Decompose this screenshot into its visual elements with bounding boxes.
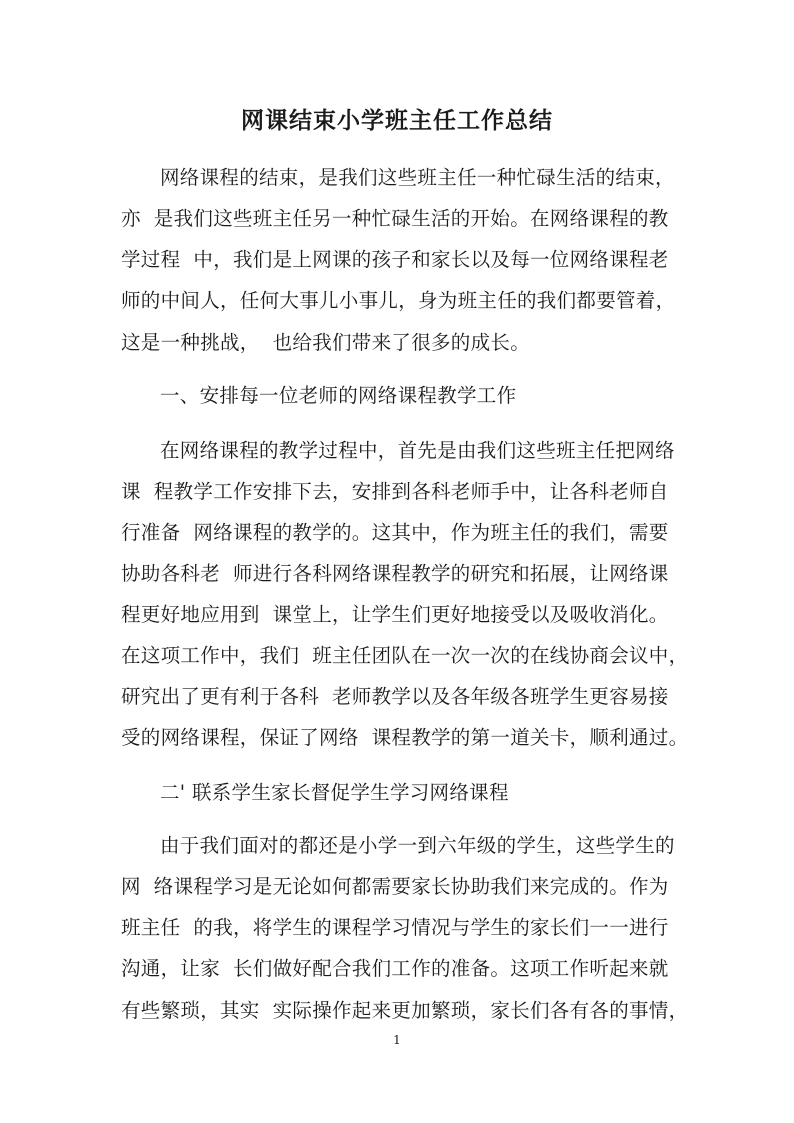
page-number: 1: [393, 1033, 401, 1047]
body-line: 有些繁琐，其实 实际操作起来更加繁琐，家长们各有各的事情，: [121, 999, 689, 1022]
body-line: 沟通，让家 长们做好配合我们工作的准备。这项工作听起来就: [121, 957, 669, 980]
body-line: 程更好地应用到 课堂上，让学生们更好地接受以及吸收消化。: [121, 603, 669, 626]
document-title: 网课结束小学班主任工作总结: [241, 107, 553, 134]
body-line: 在网络课程的教学过程中，首先是由我们这些班主任把网络: [160, 439, 675, 462]
body-line: 协助各科老 师进行各科网络课程教学的研究和拓展，让网络课: [121, 562, 669, 585]
body-line: 行准备 网络课程的教学的。这其中，作为班主任的我们，需要: [121, 521, 669, 544]
body-line: 受的网络课程，保证了网络 课程教学的第一道关卡，顺利通过。: [121, 726, 689, 749]
body-line: 这是一种挑战， 也给我们带来了很多的成长。: [121, 331, 530, 354]
body-line: 学过程 中，我们是上网课的孩子和家长以及每一位网络课程老: [121, 248, 669, 271]
body-line: 师的中间人，任何大事儿小事儿，身为班主任的我们都要管着，: [121, 289, 676, 312]
section-heading: 一、安排每一位老师的网络课程教学工作: [160, 384, 517, 407]
body-line: 课 程教学工作安排下去，安排到各科老师手中，让各科老师自: [121, 480, 669, 503]
body-line: 由于我们面对的都还是小学一到六年级的学生，这些学生的: [160, 834, 675, 857]
body-line: 亦 是我们这些班主任另一种忙碌生活的开始。在网络课程的教: [121, 207, 669, 230]
body-line: 研究出了更有利于各科 老师教学以及各年级各班学生更容易接: [121, 685, 669, 708]
body-line: 班主任 的我，将学生的课程学习情况与学生的家长们一一进行: [121, 916, 669, 939]
section-heading: 二' 联系学生家长督促学生学习网络课程: [160, 781, 509, 804]
body-line: 网 络课程学习是无论如何都需要家长协助我们来完成的。作为: [121, 875, 669, 898]
body-line: 网络课程的结束，是我们这些班主任一种忙碌生活的结束，: [160, 166, 675, 189]
body-line: 在这项工作中，我们 班主任团队在一次一次的在线协商会议中，: [121, 644, 689, 667]
